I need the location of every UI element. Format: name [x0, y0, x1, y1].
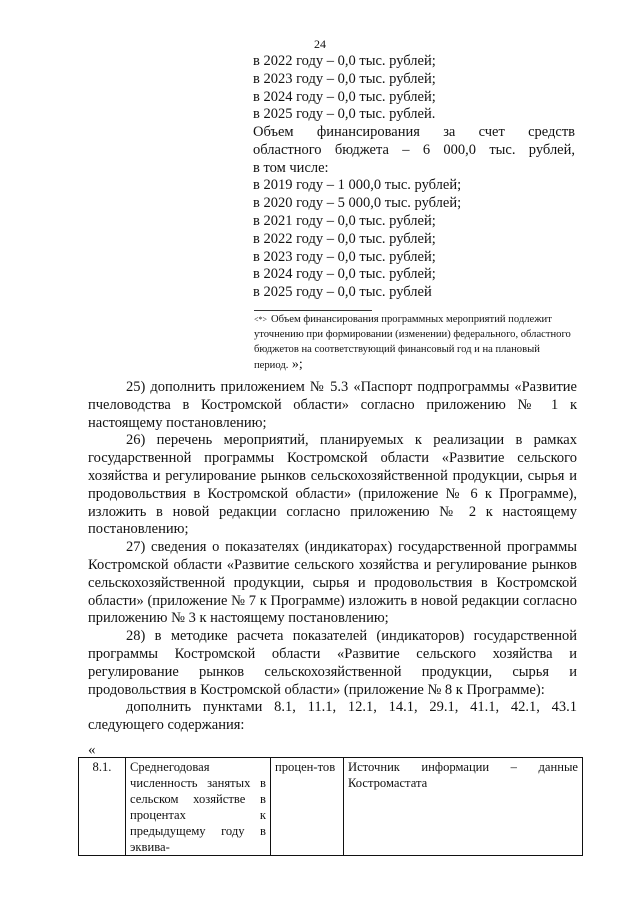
- amendment-paragraph-28: 28) в методике расчета показателей (индикаторов) государственной программы Костромской области «Развитие сельского хозяйства и регулирование рынков сельскохозяйственной продукции, сырья и продовольствия в Костромской области» (приложение № 8 к Программе):: [88, 628, 577, 698]
- amendment-paragraph-add-items: дополнить пунктами 8.1, 11.1, 12.1, 14.1, 29.1, 41.1, 42.1, 43.1 следующего содержания:: [88, 699, 577, 734]
- data-source: Источник информации – данные Костромастата: [344, 758, 583, 856]
- indicator-name: Среднегодовая численность занятых в сельском хозяйстве в процентах к предыдущему году в эквива-: [126, 758, 271, 856]
- footnote-text: Объем финансирования программных мероприятий подлежит уточнению при формировании (изменении) федерального, областного бюджетов на соответствующий финансовый год и на плановый период.: [254, 314, 571, 371]
- funding-year-line: в 2019 году – 1 000,0 тыс. рублей;: [253, 177, 462, 194]
- funding-regional-line: областного бюджета – 6 000,0 тыс. рублей,: [253, 141, 575, 158]
- funding-regional-block: [253, 124, 575, 302]
- footnote-divider: [254, 310, 372, 311]
- funding-year-line: в 2020 году – 5 000,0 тыс. рублей;: [253, 195, 462, 212]
- funding-year-line: в 2025 году – 0,0 тыс. рублей: [253, 284, 432, 301]
- table-row: [79, 758, 583, 856]
- amendment-paragraph-27: 27) сведения о показателях (индикаторах) государственной программы Костромской области «Развитие сельского хозяйства и регулирование рынков сельскохозяйственной продукции, сырья и продовольствия в Костромской области» (приложение № 7 к Программе) изложить в новой редакции согласно приложению № 3 к настоящему постановлению;: [88, 539, 577, 627]
- amendment-paragraph-25: 25) дополнить приложением № 5.3 «Паспорт подпрограммы «Развитие пчеловодства в Костромской области» согласно приложению № 1 к настоящему постановлению;: [88, 379, 577, 431]
- footnote-mark: <*>: [254, 315, 268, 324]
- funding-year-line: в 2024 году – 0,0 тыс. рублей;: [253, 266, 436, 283]
- funding-regional-line: в том числе:: [253, 159, 329, 176]
- unit-of-measure: процен-тов: [271, 758, 344, 856]
- funding-year-line: в 2022 году – 0,0 тыс. рублей;: [253, 53, 436, 69]
- funding-year-line: в 2023 году – 0,0 тыс. рублей;: [253, 248, 436, 265]
- amendments-body: [88, 379, 577, 735]
- funding-year-line: в 2023 году – 0,0 тыс. рублей;: [253, 70, 436, 87]
- row-number: 8.1.: [79, 758, 126, 856]
- page-number: 24: [314, 37, 326, 51]
- open-quote: «: [88, 742, 96, 758]
- footnote-close-quote: »;: [288, 357, 303, 372]
- funding-years-block-a: [253, 53, 575, 124]
- funding-year-line: в 2021 году – 0,0 тыс. рублей;: [253, 212, 436, 229]
- amendment-paragraph-26: 26) перечень мероприятий, планируемых к реализации в рамках государственной программы Костромской области «Развитие сельского хозяйства и регулирование рынков сельскохозяйственной продукции, сырья и продовольствия в Костромской области» (приложение № 6 к Программе), изложить в новой редакции согласно приложению № 2 к настоящему постановлению;: [88, 432, 577, 538]
- funding-regional-line: Объем финансирования за счет средств: [253, 124, 575, 140]
- footnote: [254, 312, 572, 373]
- funding-year-line: в 2022 году – 0,0 тыс. рублей;: [253, 230, 436, 247]
- methodology-table: [78, 757, 583, 856]
- funding-year-line: в 2025 году – 0,0 тыс. рублей.: [253, 106, 436, 123]
- funding-year-line: в 2024 году – 0,0 тыс. рублей;: [253, 88, 436, 105]
